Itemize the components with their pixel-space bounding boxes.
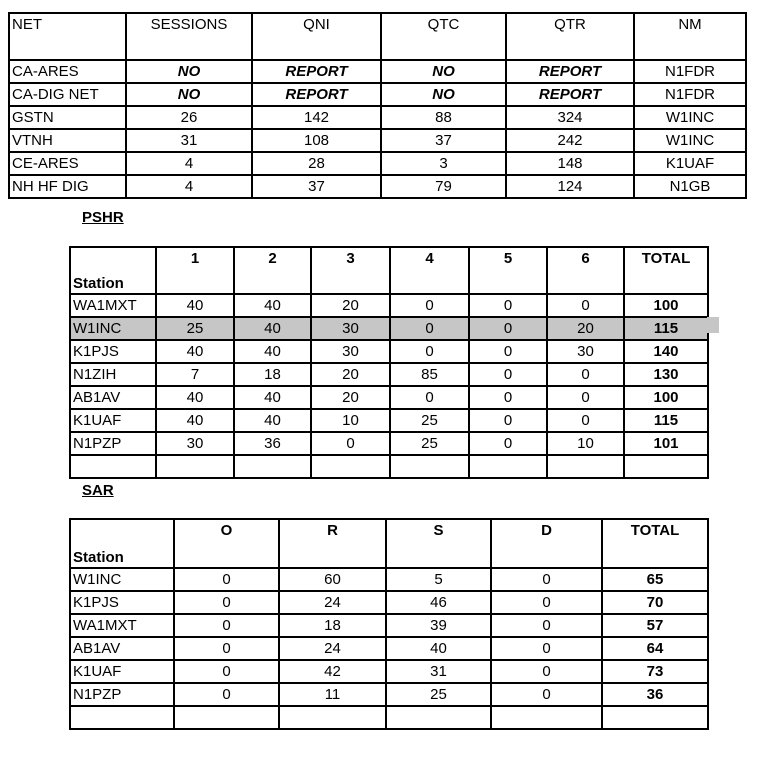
table-cell: 64 (602, 637, 708, 660)
table-cell: 0 (469, 386, 547, 409)
table-cell: 10 (311, 409, 390, 432)
table-cell: CA-DIG NET (9, 83, 126, 106)
table-cell (174, 706, 279, 729)
table-row (70, 317, 708, 340)
table-row (9, 60, 746, 83)
table-cell: 0 (491, 660, 602, 683)
table-row (9, 152, 746, 175)
table-cell: 30 (311, 317, 390, 340)
col-header-qtr: QTR (506, 13, 634, 60)
table-cell: 4 (126, 175, 252, 198)
table-cell: NO (381, 60, 506, 83)
table-cell: 0 (491, 591, 602, 614)
table-cell: NO (381, 83, 506, 106)
table-row (70, 386, 708, 409)
table-cell: 0 (390, 340, 469, 363)
table-cell (386, 706, 491, 729)
table-row (70, 455, 708, 478)
table-cell: 0 (390, 294, 469, 317)
table-cell: 40 (156, 409, 234, 432)
table-cell: CE-ARES (9, 152, 126, 175)
table-cell: AB1AV (70, 386, 156, 409)
col-header-sessions: SESSIONS (126, 13, 252, 60)
table-cell: 40 (156, 340, 234, 363)
table-cell (156, 455, 234, 478)
col-header-s: S (386, 519, 491, 568)
table-cell: REPORT (506, 60, 634, 83)
table-cell: 42 (279, 660, 386, 683)
table-cell: 39 (386, 614, 491, 637)
table-cell: 31 (386, 660, 491, 683)
table-cell: 0 (174, 614, 279, 637)
col-header-net: NET (9, 13, 126, 60)
table-cell: 36 (234, 432, 311, 455)
table-cell: 37 (252, 175, 381, 198)
table-cell: NH HF DIG (9, 175, 126, 198)
table-cell (602, 706, 708, 729)
table-cell: 0 (174, 591, 279, 614)
col-header-2: 2 (234, 247, 311, 294)
table-cell: 0 (174, 637, 279, 660)
table-cell: 20 (547, 317, 624, 340)
table-cell: 30 (311, 340, 390, 363)
table-cell: 0 (491, 637, 602, 660)
table-cell: W1INC (634, 106, 746, 129)
table-cell: 0 (390, 317, 469, 340)
sar-table (69, 518, 709, 730)
table-cell: 0 (547, 294, 624, 317)
table-cell: 25 (156, 317, 234, 340)
col-header-total: TOTAL (624, 247, 708, 294)
table-cell: 0 (469, 409, 547, 432)
table-cell (279, 706, 386, 729)
table-cell: 30 (156, 432, 234, 455)
table-cell: N1PZP (70, 432, 156, 455)
col-header-station: Station (70, 247, 156, 294)
table-cell (469, 455, 547, 478)
table-cell: K1UAF (634, 152, 746, 175)
table-row (9, 83, 746, 106)
table-cell: 0 (469, 340, 547, 363)
table-cell: VTNH (9, 129, 126, 152)
table-cell: 0 (547, 363, 624, 386)
table-cell: 30 (547, 340, 624, 363)
table-cell (390, 455, 469, 478)
table-cell: 88 (381, 106, 506, 129)
table-cell: N1FDR (634, 83, 746, 106)
table-cell: NO (126, 60, 252, 83)
table-cell (70, 706, 174, 729)
table-cell: REPORT (506, 83, 634, 106)
pshr-table-header-row (70, 247, 708, 294)
table-cell: W1INC (70, 317, 156, 340)
table-cell: NO (126, 83, 252, 106)
table-cell: 28 (252, 152, 381, 175)
col-header-d: D (491, 519, 602, 568)
table-cell: REPORT (252, 83, 381, 106)
table-cell: CA-ARES (9, 60, 126, 83)
table-cell: 40 (156, 294, 234, 317)
table-cell: 40 (234, 294, 311, 317)
net-table-header (9, 13, 746, 60)
table-cell: 108 (252, 129, 381, 152)
table-cell: 40 (234, 317, 311, 340)
table-cell: N1GB (634, 175, 746, 198)
table-cell: K1PJS (70, 591, 174, 614)
table-cell: 7 (156, 363, 234, 386)
table-row (70, 660, 708, 683)
col-header-r: R (279, 519, 386, 568)
table-row (9, 106, 746, 129)
table-cell (311, 455, 390, 478)
table-cell: 60 (279, 568, 386, 591)
table-cell: 0 (174, 660, 279, 683)
table-cell: 0 (469, 363, 547, 386)
table-cell: N1FDR (634, 60, 746, 83)
table-cell: 100 (624, 386, 708, 409)
table-cell: 0 (311, 432, 390, 455)
highlight-overflow-mark (707, 317, 719, 333)
table-cell: 0 (547, 386, 624, 409)
table-cell (491, 706, 602, 729)
net-table-body (9, 60, 746, 198)
table-cell (70, 455, 156, 478)
table-row (70, 568, 708, 591)
table-row (70, 432, 708, 455)
table-cell: 36 (602, 683, 708, 706)
table-cell: 0 (469, 317, 547, 340)
table-cell: WA1MXT (70, 294, 156, 317)
table-cell (624, 455, 708, 478)
table-cell: WA1MXT (70, 614, 174, 637)
table-row (70, 363, 708, 386)
table-cell: 40 (156, 386, 234, 409)
table-cell: 25 (390, 432, 469, 455)
table-cell: AB1AV (70, 637, 174, 660)
table-cell: 0 (491, 568, 602, 591)
table-cell: 25 (390, 409, 469, 432)
pshr-table-body (70, 294, 708, 478)
table-row (70, 591, 708, 614)
table-cell: 79 (381, 175, 506, 198)
pshr-table (69, 246, 709, 479)
table-cell: 65 (602, 568, 708, 591)
table-cell: 0 (174, 568, 279, 591)
sar-table-header-row (70, 519, 708, 568)
table-cell: 0 (547, 409, 624, 432)
col-header-qtc: QTC (381, 13, 506, 60)
table-cell: 140 (624, 340, 708, 363)
table-cell (234, 455, 311, 478)
table-cell: 3 (381, 152, 506, 175)
col-header-o: O (174, 519, 279, 568)
table-row (70, 614, 708, 637)
sar-table-header (70, 519, 708, 568)
table-cell: 0 (491, 683, 602, 706)
table-cell: 124 (506, 175, 634, 198)
table-cell: 101 (624, 432, 708, 455)
sar-table-body (70, 568, 708, 729)
table-cell: 57 (602, 614, 708, 637)
table-cell: W1INC (634, 129, 746, 152)
sar-section-title: SAR (82, 482, 114, 499)
table-cell: 242 (506, 129, 634, 152)
table-cell: 0 (469, 432, 547, 455)
table-cell: 20 (311, 386, 390, 409)
table-cell: 37 (381, 129, 506, 152)
table-cell: GSTN (9, 106, 126, 129)
net-report-table (8, 12, 747, 199)
table-row (70, 409, 708, 432)
table-cell: 18 (279, 614, 386, 637)
table-cell: K1UAF (70, 660, 174, 683)
table-cell: 31 (126, 129, 252, 152)
table-row (70, 340, 708, 363)
col-header-1: 1 (156, 247, 234, 294)
table-cell: 0 (174, 683, 279, 706)
table-cell: 11 (279, 683, 386, 706)
table-cell: 0 (469, 294, 547, 317)
table-cell: 115 (624, 409, 708, 432)
table-cell: 26 (126, 106, 252, 129)
col-header-4: 4 (390, 247, 469, 294)
table-cell: 40 (234, 340, 311, 363)
table-row (70, 683, 708, 706)
col-header-3: 3 (311, 247, 390, 294)
table-cell: 70 (602, 591, 708, 614)
col-header-6: 6 (547, 247, 624, 294)
table-cell: 4 (126, 152, 252, 175)
table-cell: W1INC (70, 568, 174, 591)
col-header-station: Station (70, 519, 174, 568)
table-cell: 100 (624, 294, 708, 317)
table-cell: 0 (491, 614, 602, 637)
col-header-total: TOTAL (602, 519, 708, 568)
table-cell: 20 (311, 294, 390, 317)
table-cell: 142 (252, 106, 381, 129)
col-header-qni: QNI (252, 13, 381, 60)
table-cell: 0 (390, 386, 469, 409)
table-cell: 148 (506, 152, 634, 175)
table-row (9, 129, 746, 152)
table-cell: REPORT (252, 60, 381, 83)
col-header-5: 5 (469, 247, 547, 294)
table-cell: 115 (624, 317, 708, 340)
table-row (70, 706, 708, 729)
table-cell: 5 (386, 568, 491, 591)
table-cell: 324 (506, 106, 634, 129)
table-cell: K1UAF (70, 409, 156, 432)
table-cell: K1PJS (70, 340, 156, 363)
table-cell: 25 (386, 683, 491, 706)
table-cell: 40 (234, 409, 311, 432)
table-cell: 20 (311, 363, 390, 386)
pshr-table-header (70, 247, 708, 294)
table-cell: 73 (602, 660, 708, 683)
table-cell (547, 455, 624, 478)
table-row (70, 637, 708, 660)
table-cell: 18 (234, 363, 311, 386)
table-row (9, 175, 746, 198)
pshr-section-title: PSHR (82, 209, 124, 226)
net-table-header-row (9, 13, 746, 60)
table-cell: 24 (279, 637, 386, 660)
table-cell: 24 (279, 591, 386, 614)
table-cell: 40 (386, 637, 491, 660)
table-cell: 10 (547, 432, 624, 455)
col-header-nm: NM (634, 13, 746, 60)
table-cell: 46 (386, 591, 491, 614)
table-cell: N1PZP (70, 683, 174, 706)
table-cell: 130 (624, 363, 708, 386)
table-cell: N1ZIH (70, 363, 156, 386)
table-cell: 40 (234, 386, 311, 409)
table-cell: 85 (390, 363, 469, 386)
table-row (70, 294, 708, 317)
